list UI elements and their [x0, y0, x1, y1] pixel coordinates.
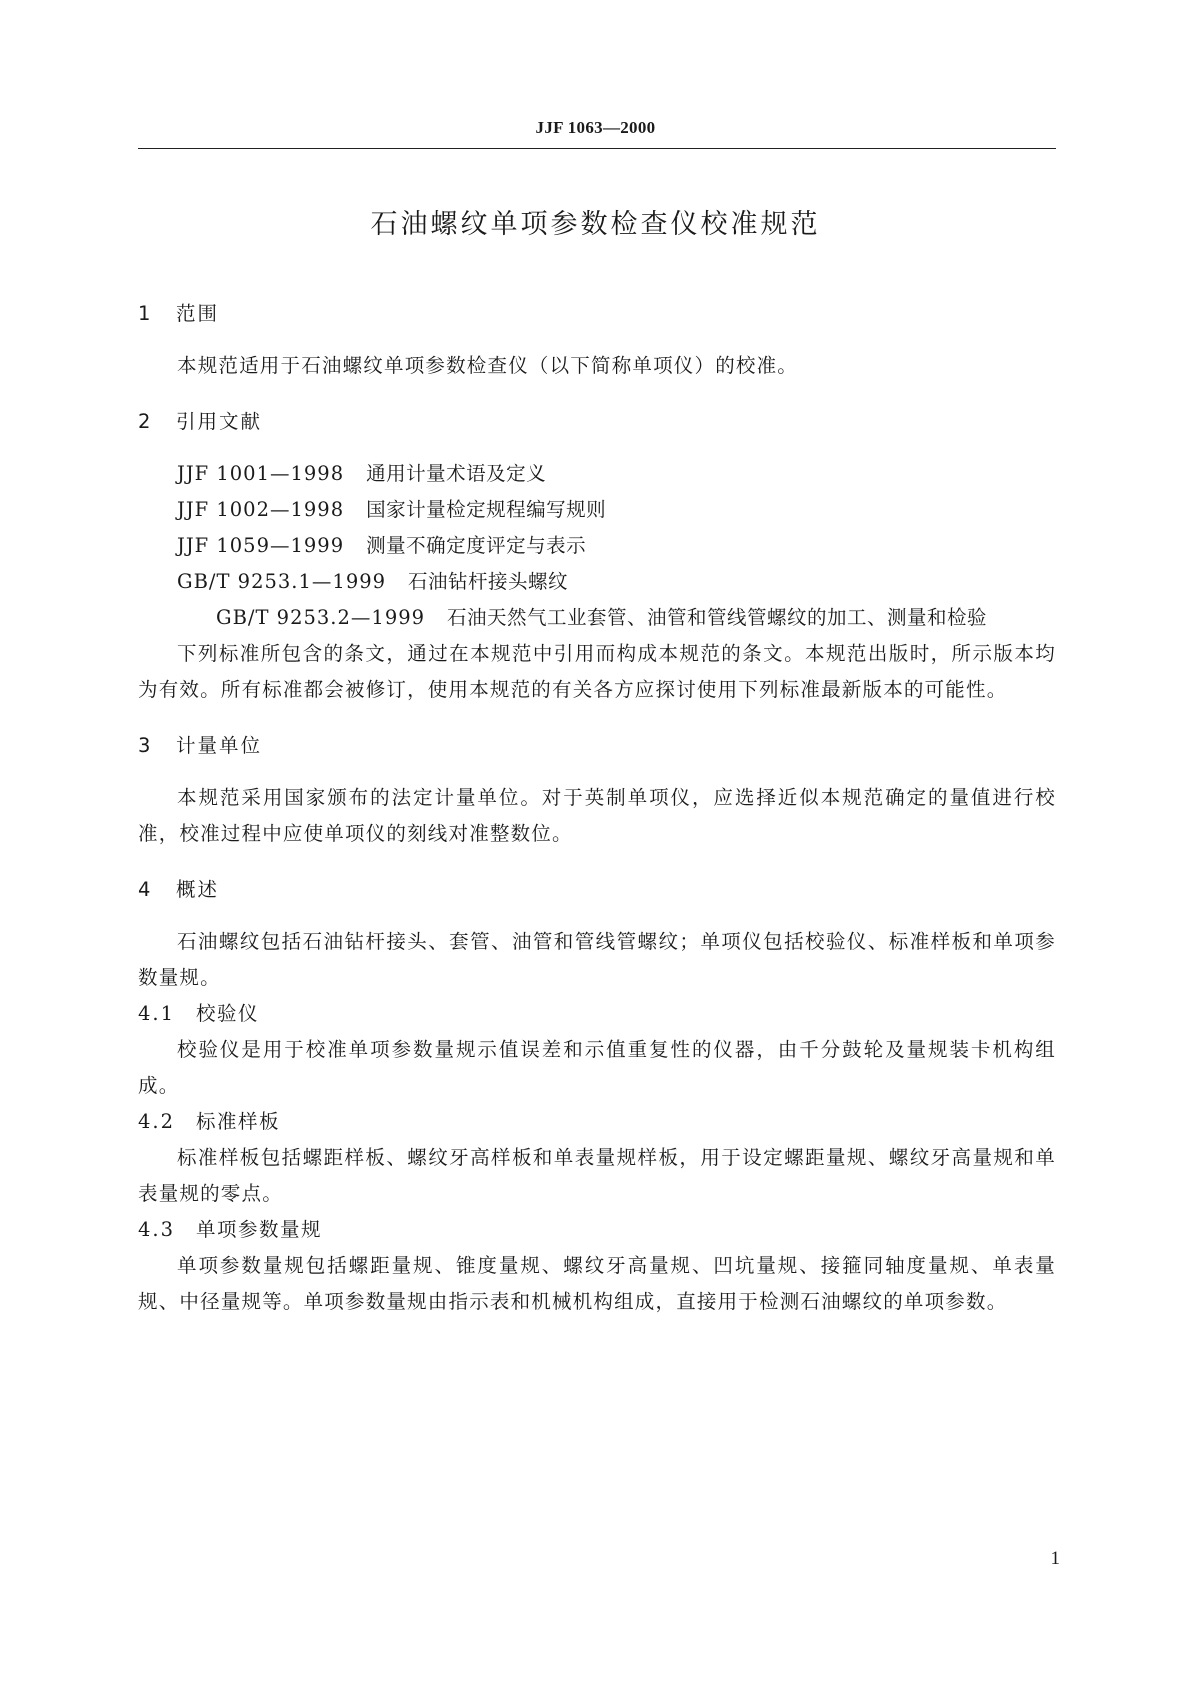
subsection-number: 4.2	[138, 1110, 176, 1133]
subsection-4-1-paragraph: 校验仪是用于校准单项参数量规示值误差和示值重复性的仪器，由千分鼓轮及量规装卡机构组成。	[138, 1038, 1056, 1097]
section-title: 计量单位	[176, 734, 263, 757]
section-2-note: 下列标准所包含的条文，通过在本规范中引用而构成本规范的条文。本规范出版时，所示版本均为有效。所有标准都会被修订，使用本规范的有关各方应探讨使用下列标准最新版本的可能性。	[138, 642, 1056, 701]
subsection-4-3-heading	[138, 1212, 1056, 1248]
reference-item	[138, 600, 1056, 636]
reference-item	[138, 564, 1056, 600]
reference-code: GB/T 9253.2—1999	[216, 606, 426, 629]
section-title: 范围	[176, 302, 220, 325]
section-1-paragraph: 本规范适用于石油螺纹单项参数检查仪（以下简称单项仪）的校准。	[177, 354, 799, 377]
subsection-4-3-paragraph: 单项参数量规包括螺距量规、锥度量规、螺纹牙高量规、凹坑量规、接箍同轴度量规、单表量规、中径量规等。单项参数量规由指示表和机械机构组成，直接用于检测石油螺纹的单项参数。	[138, 1254, 1056, 1313]
reference-title: 测量不确定度评定与表示	[366, 534, 587, 557]
reference-title: 国家计量检定规程编写规则	[366, 498, 607, 521]
reference-item	[138, 528, 1056, 564]
subsection-number: 4.3	[138, 1218, 176, 1241]
section-4-paragraph: 石油螺纹包括石油钻杆接头、套管、油管和管线管螺纹；单项仪包括校验仪、标准样板和单项参数量规。	[138, 930, 1056, 989]
section-3-paragraph: 本规范采用国家颁布的法定计量单位。对于英制单项仪，应选择近似本规范确定的量值进行校准，校准过程中应使单项仪的刻线对准整数位。	[138, 786, 1056, 845]
section-number: 1	[138, 302, 153, 325]
reference-code: JJF 1001—1998	[177, 462, 345, 485]
reference-code: JJF 1002—1998	[177, 498, 345, 521]
section-1-heading	[138, 296, 1056, 332]
reference-title: 石油钻杆接头螺纹	[408, 570, 569, 593]
subsection-4-2-paragraph: 标准样板包括螺距样板、螺纹牙高样板和单表量规样板，用于设定螺距量规、螺纹牙高量规和单表量规的零点。	[138, 1146, 1056, 1205]
reference-title: 石油天然气工业套管、油管和管线管螺纹的加工、测量和检验	[447, 606, 988, 629]
reference-code: GB/T 9253.1—1999	[177, 570, 387, 593]
document-body	[138, 296, 1056, 1320]
header-rule	[138, 148, 1056, 149]
document-title: 石油螺纹单项参数检查仪校准规范	[370, 209, 821, 240]
subsection-4-2-heading	[138, 1104, 1056, 1140]
reference-title: 通用计量术语及定义	[366, 462, 547, 485]
section-4-heading	[138, 872, 1056, 908]
section-2-heading	[138, 404, 1056, 440]
subsection-4-1-heading	[138, 996, 1056, 1032]
section-number: 3	[138, 734, 153, 757]
section-3-heading	[138, 728, 1056, 764]
section-number: 2	[138, 410, 153, 433]
section-title: 引用文献	[176, 410, 263, 433]
section-number: 4	[138, 878, 153, 901]
subsection-title: 单项参数量规	[196, 1218, 323, 1241]
page-number: 1	[1050, 1548, 1060, 1569]
subsection-title: 校验仪	[196, 1002, 260, 1025]
subsection-number: 4.1	[138, 1002, 176, 1025]
header-doc-code: JJF 1063—2000	[535, 118, 656, 137]
reference-item	[138, 492, 1056, 528]
section-title: 概述	[176, 878, 220, 901]
subsection-title: 标准样板	[196, 1110, 281, 1133]
reference-item	[138, 456, 1056, 492]
reference-code: JJF 1059—1999	[177, 534, 345, 557]
